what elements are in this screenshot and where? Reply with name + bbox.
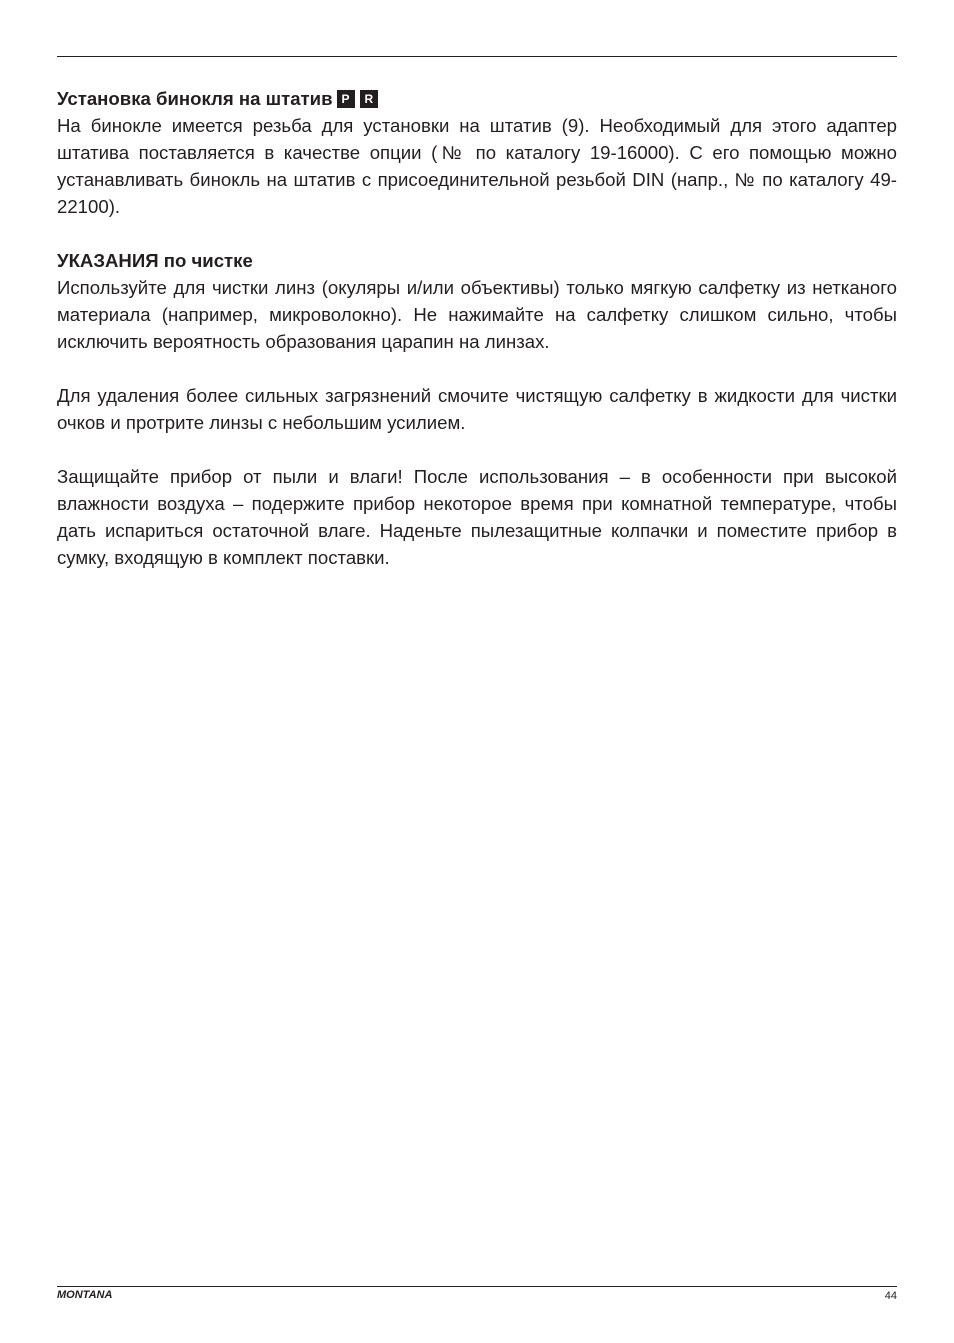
badge-p: P xyxy=(337,90,355,108)
section-tripod-mounting xyxy=(57,85,897,220)
footer-brand: MONTANA xyxy=(57,1289,113,1301)
page-number: 44 xyxy=(884,1290,897,1302)
paragraph: Для удаления более сильных загрязнений смочите чистящую салфетку в жидкости для чистки очков и протрите линзы с небольшим усилием. xyxy=(57,385,897,433)
header-divider xyxy=(57,56,897,57)
section-heading-text: Установка бинокля на штатив xyxy=(57,88,333,109)
section-heading: УКАЗАНИЯ по чистке xyxy=(57,250,253,271)
paragraph: Защищайте прибор от пыли и влаги! После использования – в особенности при высокой влажности воздуха – подержите прибор некоторое время при комнатной температуре, чтобы дать испариться остаточной влаге. Наденьте пылезащитные колпачки и поместите прибор в сумку, входящую в комплект поставки. xyxy=(57,466,897,568)
badge-r: R xyxy=(360,90,379,108)
paragraph: Используйте для чистки линз (окуляры и/или объективы) только мягкую салфетку из нетканого материала (например, микроволокно). Не нажимайте на салфетку слишком сильно, чтобы исключить вероятность образования царапин на линзах. xyxy=(57,277,897,352)
footer-divider xyxy=(57,1286,897,1287)
page-content xyxy=(57,85,897,598)
section-heading xyxy=(57,85,897,112)
section-cleaning-instructions xyxy=(57,247,897,571)
paragraph: На бинокле имеется резьба для установки на штатив (9). Необходимый для этого адаптер штатива поставляется в качестве опции (№ по каталогу 19-16000). С его помощью можно устанавливать бинокль на штатив с присоединительной резьбой DIN (напр., № по каталогу 49-22100). xyxy=(57,115,897,217)
